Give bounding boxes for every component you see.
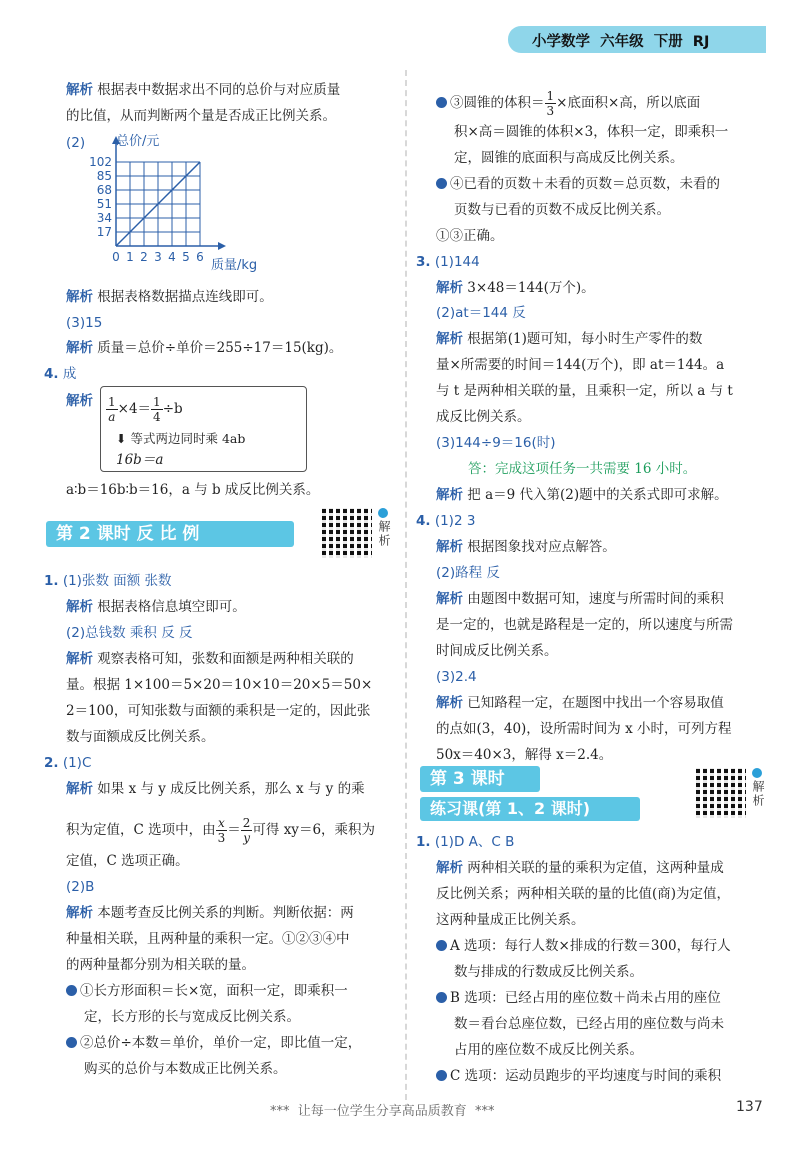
bullet-line: ②总价÷本数＝单价，单价一定，即比值一定， <box>66 1033 361 1053</box>
text-line: 数与面额成反比例关系。 <box>66 729 215 745</box>
sub-answer: (3)144÷9＝16(时) <box>436 435 556 451</box>
question-4-right: 4. (1)2 3 <box>416 513 476 529</box>
sub-answer: (3)15 <box>66 315 103 331</box>
text-line: 量。根据 1×100＝5×20＝10×10＝20×5＝50× <box>66 677 373 693</box>
footer-slogan: *** 让每一位学生分享高品质教育 *** <box>270 1104 495 1119</box>
sub-answer: (2)at＝144 反 <box>436 305 526 321</box>
lesson-3-subtitle: 练习课(第 1、2 课时) <box>420 797 640 821</box>
analysis-line: 解析 质量＝总价÷单价＝255÷17＝15(kg)。 <box>66 340 343 356</box>
analysis-line: 解析 根据表中数据求出不同的总价与对应质量 <box>66 82 341 98</box>
bulb-icon <box>436 992 447 1003</box>
question-1: 1. (1)张数 面额 张数 <box>44 573 172 589</box>
x-tick-label: 0 <box>112 250 120 264</box>
x-tick-label: 4 <box>168 250 176 264</box>
derivation-note: ⬇ 等式两边同时乘 4ab <box>116 431 246 446</box>
text-line: 2＝100，可知张数与面额的乘积是一定的，因此张 <box>66 703 371 719</box>
derivation-result: 16b＝a <box>116 452 164 468</box>
x-axis-arrow <box>218 242 226 250</box>
page-number: 137 <box>736 1099 763 1115</box>
qr-code[interactable] <box>322 508 372 558</box>
column-divider <box>405 70 407 1110</box>
text-line: 占用的座位数不成反比例关系。 <box>454 1042 643 1058</box>
x-tick-label: 1 <box>126 250 134 264</box>
bulb-icon <box>436 97 447 108</box>
bulb-icon <box>66 1037 77 1048</box>
bullet-line: ①长方形面积＝长×宽，面积一定，即乘积一 <box>66 981 348 1001</box>
sub-answer: (3)2.4 <box>436 669 477 685</box>
arrow-down-icon: ⬇ <box>116 431 127 446</box>
text-line: 积×高＝圆锥的体积×3，体积一定，即乘积一 <box>454 124 729 140</box>
bullet-line: C 选项：运动员跑步的平均速度与时间的乘积 <box>436 1066 721 1086</box>
x-tick-label: 5 <box>182 250 190 264</box>
analysis-line: 解析 本题考查反比例关系的判断。判断依据：两 <box>66 905 354 921</box>
y-tick-label: 17 <box>96 225 112 239</box>
bulb-icon <box>436 940 447 951</box>
text-line: a∶b＝16b∶b＝16，a 与 b 成反比例关系。 <box>66 482 320 498</box>
text-line: 成反比例关系。 <box>436 409 531 425</box>
x-tick-label: 6 <box>196 250 204 264</box>
text-line: 购买的总价与本数成正比例关系。 <box>84 1061 287 1077</box>
y-tick-label: 68 <box>96 183 112 197</box>
question-3: 3. (1)144 <box>416 254 480 270</box>
qr-label: 解析 <box>751 780 765 808</box>
text-line: 种量相关联，且两种量的乘积一定。①②③④中 <box>66 931 350 947</box>
question-4: 4. 成 <box>44 366 77 382</box>
analysis-line: 解析 如果 x 与 y 成反比例关系，那么 x 与 y 的乘 <box>66 781 365 797</box>
sub-answer: (2)路程 反 <box>436 565 500 581</box>
lesson-3-title: 第 3 课时 <box>420 766 540 792</box>
text-line: 的两种量都分别为相关联的量。 <box>66 957 255 973</box>
bullet-line: ④已看的页数＋未看的页数＝总页数，未看的 <box>436 174 720 194</box>
bulb-icon <box>436 178 447 189</box>
y-tick-label: 102 <box>89 155 112 169</box>
text-line: 数与排成的行数成反比例关系。 <box>454 964 643 980</box>
text-line: 50x＝40×3，解得 x＝2.4。 <box>436 747 613 763</box>
analysis-line: 解析 观察表格可知，张数和面额是两种相关联的 <box>66 651 354 667</box>
derivation-eq: $\frac{1}{a}$ ×4＝ $\frac{1}{4}$ ÷b <box>108 395 183 424</box>
x-tick-label: 3 <box>154 250 162 264</box>
text-line: 定，长方形的长与宽成反比例关系。 <box>84 1009 300 1025</box>
play-icon <box>378 508 388 518</box>
text-line: 这两种量成正比例关系。 <box>436 912 585 928</box>
y-tick-label: 51 <box>96 197 112 211</box>
text-line: 与 t 是两种相关联的量，且乘积一定，所以 a 与 t <box>436 383 733 399</box>
chart-xlabel: 质量/kg <box>211 258 258 273</box>
text-line: 量×所需要的时间＝144(万个)，即 at＝144。a <box>436 357 725 373</box>
question-1-right: 1. (1)D A、C B <box>416 834 515 850</box>
sub-answer: (2)总钱数 乘积 反 反 <box>66 625 193 641</box>
analysis-line: 解析 两种相关联的量的乘积为定值，这两种量成 <box>436 860 724 876</box>
analysis-label: 解析 <box>66 393 93 409</box>
bullet-line: A 选项：每行人数×排成的行数＝300，每行人 <box>436 936 731 956</box>
sub-answer: (2) <box>66 135 86 151</box>
analysis-line: 解析 根据表格数据描点连线即可。 <box>66 289 273 305</box>
chart <box>86 128 276 278</box>
text-line: 的比值，从而判断两个量是否成正比例关系。 <box>66 108 336 124</box>
text-line: 的点如(3，40)，设所需时间为 x 小时，可列方程 <box>436 721 732 737</box>
text-line: 定，圆锥的底面积与高成反比例关系。 <box>454 150 684 166</box>
text-line: 反比例关系；两种相关联的量的比值(商)为定值， <box>436 886 731 902</box>
y-tick-label: 85 <box>96 169 112 183</box>
text-line: 积为定值，C 选项中，由 $\frac{x}{3}$ ＝ $\frac{2}{y}$ 可得 xy＝6，乘积为 <box>66 816 376 845</box>
x-tick-label: 2 <box>140 250 148 264</box>
qr-code[interactable] <box>696 768 746 818</box>
sub-answer: (2)B <box>66 879 95 895</box>
lesson-2-title: 第 2 课时 反 比 例 <box>46 521 294 547</box>
chart-ylabel: 总价/元 <box>116 134 160 149</box>
analysis-line: 解析 根据图象找对应点解答。 <box>436 539 616 555</box>
header-title: 小学数学 六年级 下册 RJ <box>532 34 710 50</box>
bulb-icon <box>66 985 77 996</box>
text-line: 定值，C 选项正确。 <box>66 853 189 869</box>
analysis-line: 解析 3×48＝144(万个)。 <box>436 280 595 296</box>
text-line: 页数与已看的页数不成反比例关系。 <box>454 202 670 218</box>
text-line: 数＝看台总座位数，已经占用的座位数与尚未 <box>454 1016 724 1032</box>
bullet-line: B 选项：已经占用的座位数＋尚未占用的座位 <box>436 988 721 1008</box>
chart-labels <box>89 155 204 264</box>
bulb-icon <box>436 1070 447 1081</box>
text-line: 时间成反比例关系。 <box>436 643 558 659</box>
qr-label: 解析 <box>377 520 391 548</box>
analysis-line: 解析 把 a＝9 代入第(2)题中的关系式即可求解。 <box>436 487 728 503</box>
bullet-line: ③圆锥的体积＝ $\frac{1}{3}$ ×底面积×高，所以底面 <box>436 88 700 118</box>
answer-line: 答：完成这项任务一共需要 16 小时。 <box>468 461 697 477</box>
question-2: 2. (1)C <box>44 755 92 771</box>
analysis-line: 解析 已知路程一定，在题图中找出一个容易取值 <box>436 695 724 711</box>
analysis-line: 解析 根据表格信息填空即可。 <box>66 599 246 615</box>
play-icon <box>752 768 762 778</box>
analysis-line: 解析 根据第(1)题可知，每小时生产零件的数 <box>436 331 703 347</box>
text-line: ①③正确。 <box>436 228 504 244</box>
text-line: 是一定的，也就是路程是一定的，所以速度与所需 <box>436 617 733 633</box>
y-tick-label: 34 <box>96 211 112 225</box>
analysis-line: 解析 由题图中数据可知，速度与所需时间的乘积 <box>436 591 724 607</box>
